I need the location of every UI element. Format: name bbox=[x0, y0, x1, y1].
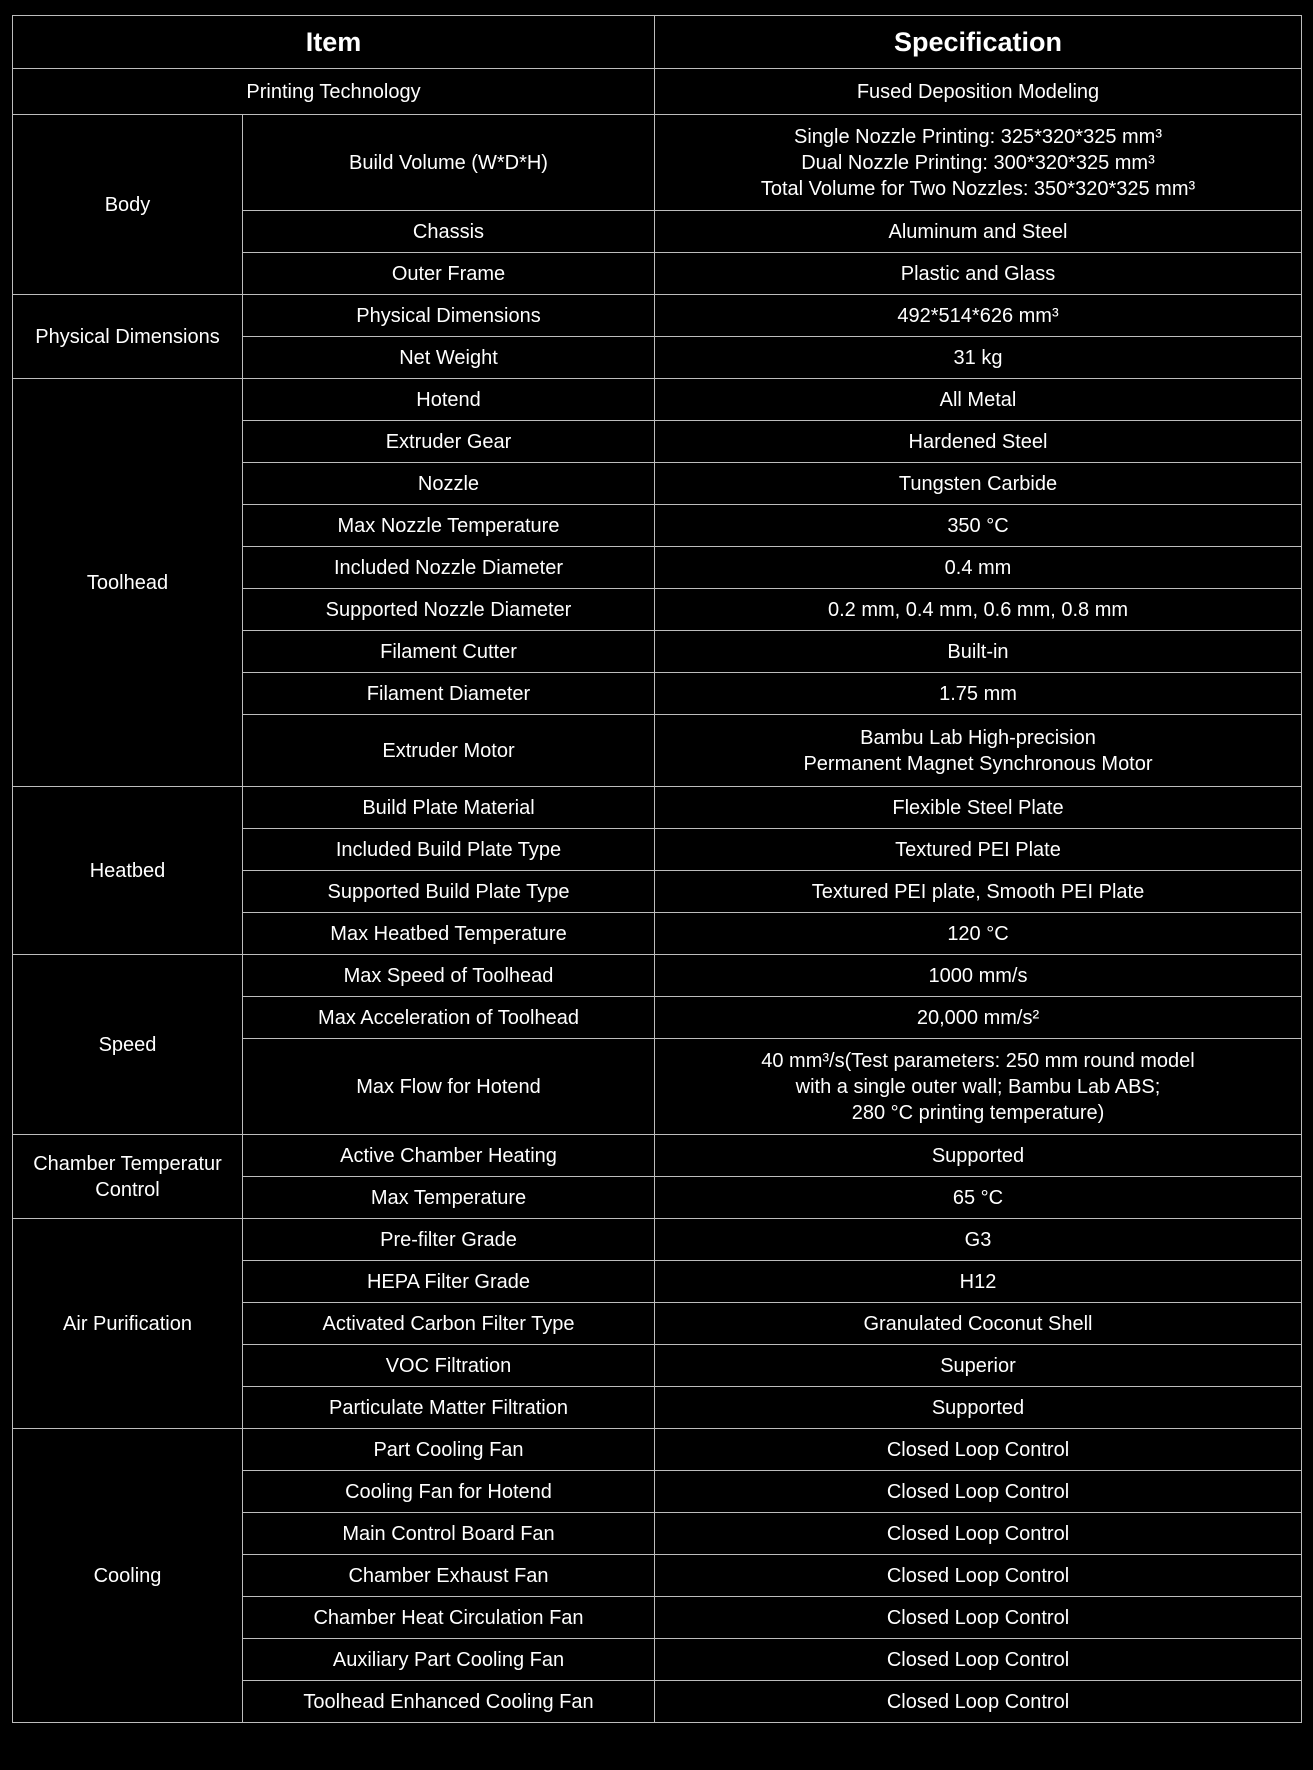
item-cell: Extruder Motor bbox=[243, 715, 655, 787]
item-cell: Filament Diameter bbox=[243, 673, 655, 715]
item-cell: Active Chamber Heating bbox=[243, 1135, 655, 1177]
spec-cell: 1000 mm/s bbox=[655, 955, 1302, 997]
spec-cell: Closed Loop Control bbox=[655, 1513, 1302, 1555]
spec-cell: Closed Loop Control bbox=[655, 1639, 1302, 1681]
spec-cell: 120 °C bbox=[655, 913, 1302, 955]
item-cell: Outer Frame bbox=[243, 253, 655, 295]
spec-cell: Closed Loop Control bbox=[655, 1429, 1302, 1471]
table-row bbox=[13, 1135, 1302, 1177]
group-cell: Cooling bbox=[13, 1429, 243, 1723]
spec-cell: 31 kg bbox=[655, 337, 1302, 379]
item-cell: Main Control Board Fan bbox=[243, 1513, 655, 1555]
item-cell: Max Heatbed Temperature bbox=[243, 913, 655, 955]
item-cell: Max Acceleration of Toolhead bbox=[243, 997, 655, 1039]
item-cell: Supported Nozzle Diameter bbox=[243, 589, 655, 631]
item-cell: Cooling Fan for Hotend bbox=[243, 1471, 655, 1513]
spec-cell: Hardened Steel bbox=[655, 421, 1302, 463]
spec-cell: 1.75 mm bbox=[655, 673, 1302, 715]
table-row bbox=[13, 1429, 1302, 1471]
item-cell: Part Cooling Fan bbox=[243, 1429, 655, 1471]
item-cell: Extruder Gear bbox=[243, 421, 655, 463]
group-cell: Speed bbox=[13, 955, 243, 1135]
spec-cell: Superior bbox=[655, 1345, 1302, 1387]
item-cell: Physical Dimensions bbox=[243, 295, 655, 337]
item-cell: HEPA Filter Grade bbox=[243, 1261, 655, 1303]
group-cell: Body bbox=[13, 115, 243, 295]
spec-cell: 0.2 mm, 0.4 mm, 0.6 mm, 0.8 mm bbox=[655, 589, 1302, 631]
item-cell: Filament Cutter bbox=[243, 631, 655, 673]
spec-cell: Plastic and Glass bbox=[655, 253, 1302, 295]
spec-cell: Fused Deposition Modeling bbox=[655, 69, 1302, 115]
item-cell: Build Volume (W*D*H) bbox=[243, 115, 655, 211]
item-cell: Net Weight bbox=[243, 337, 655, 379]
spec-table bbox=[12, 15, 1302, 1723]
group-cell: Chamber Temperatur Control bbox=[13, 1135, 243, 1219]
spec-cell: Supported bbox=[655, 1387, 1302, 1429]
spec-cell: Tungsten Carbide bbox=[655, 463, 1302, 505]
item-cell: Pre-filter Grade bbox=[243, 1219, 655, 1261]
spec-cell: Closed Loop Control bbox=[655, 1471, 1302, 1513]
item-cell: Activated Carbon Filter Type bbox=[243, 1303, 655, 1345]
item-cell: VOC Filtration bbox=[243, 1345, 655, 1387]
item-cell: Printing Technology bbox=[13, 69, 655, 115]
spec-cell: Textured PEI Plate bbox=[655, 829, 1302, 871]
item-cell: Max Flow for Hotend bbox=[243, 1039, 655, 1135]
spec-cell: Closed Loop Control bbox=[655, 1681, 1302, 1723]
spec-cell: Single Nozzle Printing: 325*320*325 mm³ Dual Nozzle Printing: 300*320*325 mm³ Total Volume for Two Nozzles: 350*320*325 mm³ bbox=[655, 115, 1302, 211]
item-cell: Toolhead Enhanced Cooling Fan bbox=[243, 1681, 655, 1723]
spec-cell: Bambu Lab High-precision Permanent Magnet Synchronous Motor bbox=[655, 715, 1302, 787]
spec-cell: G3 bbox=[655, 1219, 1302, 1261]
table-row bbox=[13, 787, 1302, 829]
spec-cell: H12 bbox=[655, 1261, 1302, 1303]
group-cell: Toolhead bbox=[13, 379, 243, 787]
table-header-row bbox=[13, 16, 1302, 69]
spec-cell: Built-in bbox=[655, 631, 1302, 673]
specification-header: Specification bbox=[655, 16, 1302, 69]
item-cell: Hotend bbox=[243, 379, 655, 421]
spec-cell: Supported bbox=[655, 1135, 1302, 1177]
spec-cell: 0.4 mm bbox=[655, 547, 1302, 589]
item-cell: Max Temperature bbox=[243, 1177, 655, 1219]
table-body bbox=[13, 69, 1302, 1723]
table-row bbox=[13, 69, 1302, 115]
item-cell: Auxiliary Part Cooling Fan bbox=[243, 1639, 655, 1681]
item-cell: Particulate Matter Filtration bbox=[243, 1387, 655, 1429]
item-cell: Chassis bbox=[243, 211, 655, 253]
spec-cell: Flexible Steel Plate bbox=[655, 787, 1302, 829]
item-cell: Included Build Plate Type bbox=[243, 829, 655, 871]
table-row bbox=[13, 955, 1302, 997]
spec-cell: 20,000 mm/s² bbox=[655, 997, 1302, 1039]
spec-cell: Aluminum and Steel bbox=[655, 211, 1302, 253]
item-cell: Max Speed of Toolhead bbox=[243, 955, 655, 997]
group-cell: Air Purification bbox=[13, 1219, 243, 1429]
group-cell: Heatbed bbox=[13, 787, 243, 955]
item-cell: Chamber Exhaust Fan bbox=[243, 1555, 655, 1597]
item-cell: Included Nozzle Diameter bbox=[243, 547, 655, 589]
spec-cell: Closed Loop Control bbox=[655, 1555, 1302, 1597]
item-cell: Max Nozzle Temperature bbox=[243, 505, 655, 547]
item-cell: Nozzle bbox=[243, 463, 655, 505]
table-row bbox=[13, 1219, 1302, 1261]
spec-cell: 350 °C bbox=[655, 505, 1302, 547]
item-header: Item bbox=[13, 16, 655, 69]
item-cell: Chamber Heat Circulation Fan bbox=[243, 1597, 655, 1639]
spec-cell: 492*514*626 mm³ bbox=[655, 295, 1302, 337]
spec-cell: 40 mm³/s(Test parameters: 250 mm round model with a single outer wall; Bambu Lab ABS; 280 °C printing temperature) bbox=[655, 1039, 1302, 1135]
table-row bbox=[13, 115, 1302, 211]
spec-cell: 65 °C bbox=[655, 1177, 1302, 1219]
item-cell: Build Plate Material bbox=[243, 787, 655, 829]
group-cell: Physical Dimensions bbox=[13, 295, 243, 379]
spec-cell: All Metal bbox=[655, 379, 1302, 421]
spec-cell: Closed Loop Control bbox=[655, 1597, 1302, 1639]
table-row bbox=[13, 379, 1302, 421]
item-cell: Supported Build Plate Type bbox=[243, 871, 655, 913]
table-row bbox=[13, 295, 1302, 337]
spec-cell: Granulated Coconut Shell bbox=[655, 1303, 1302, 1345]
spec-cell: Textured PEI plate, Smooth PEI Plate bbox=[655, 871, 1302, 913]
